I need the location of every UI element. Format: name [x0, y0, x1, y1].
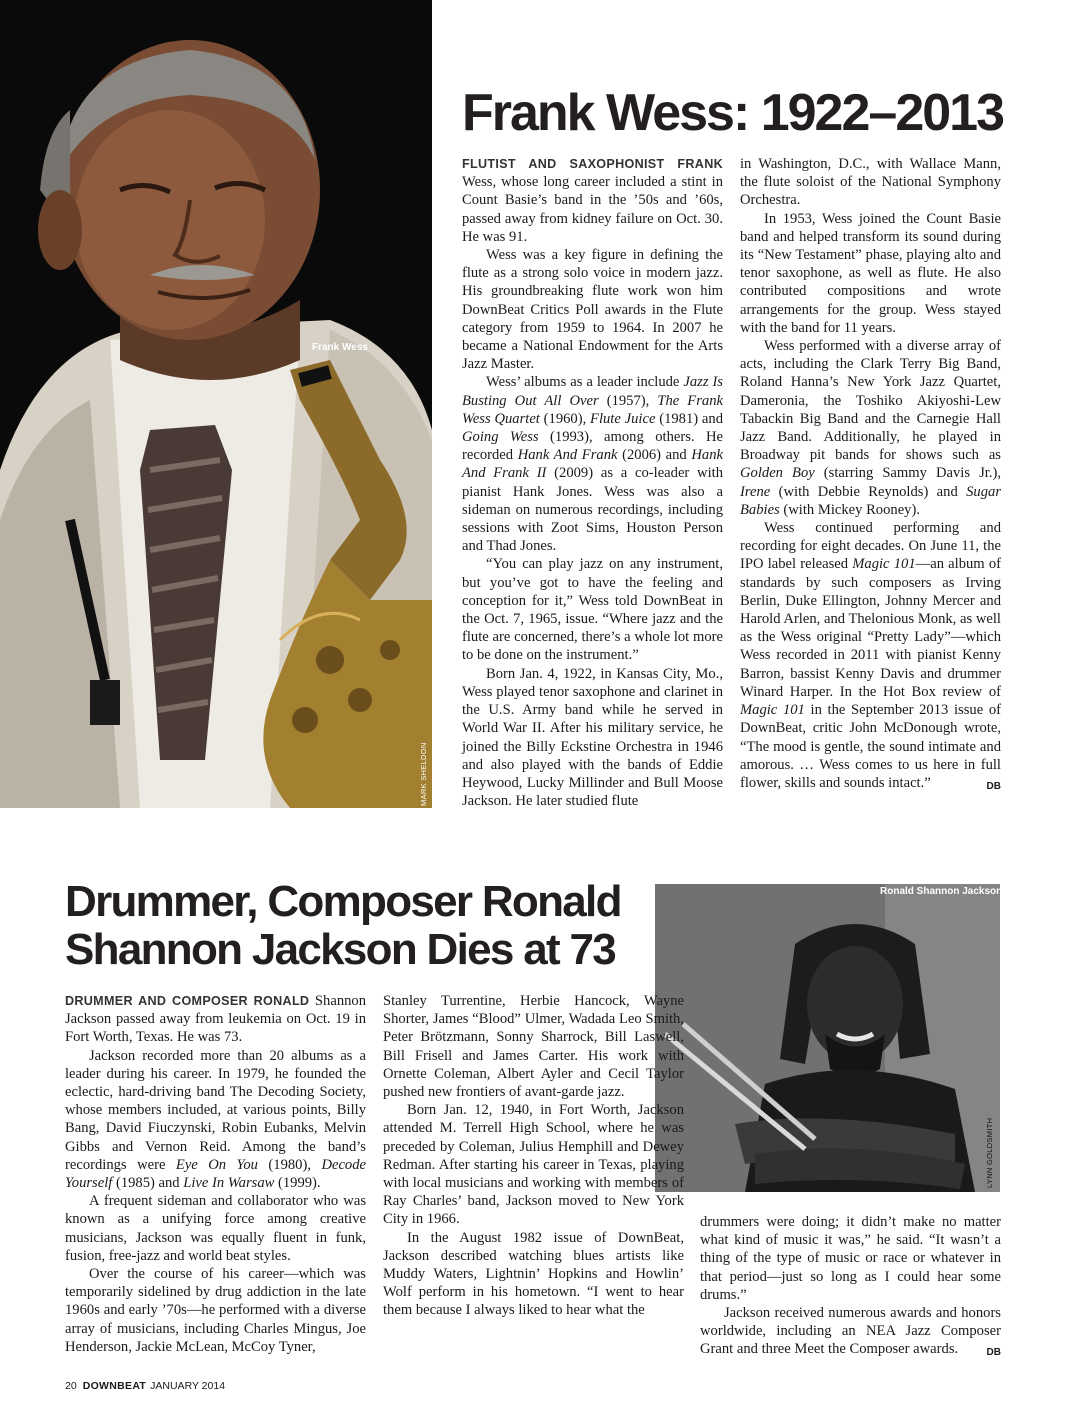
wess-para-1: Wess, whose long career included a stint in Count Basie’s band in the ’50s and ’60s, passed away from kidney failure on Oct. 30. He was 91. — [462, 174, 723, 245]
page-footer — [65, 1380, 225, 1392]
wess-headline: Frank Wess: 1922–2013 — [462, 84, 1003, 142]
jackson-para-9: Jackson received numerous awards and honors worldwide, including an NEA Jazz Composer Grant and three Meet the Composer awards. DB — [700, 1304, 1001, 1359]
wess-photo-credit: MARK SHELDON — [419, 742, 428, 806]
jackson-para-6: Born Jan. 12, 1940, in Fort Worth, Jackson attended M. Terrell High School, where he was preceded by Coleman, Julius Hemphill and Dewey Redman. After starting his career in Texas, playing with local musicians and working with members of Ray Charles’ band, Jackson moved to New York City in 1966. — [383, 1102, 684, 1228]
wess-para-3: Wess’ albums as a leader include Jazz Is Busting Out All Over (1957), The Frank Wess Quartet (1960), Flute Juice (1981) and Going Wess (1993), among others. He recorded Hank And Frank (2006) and Hank And Frank II (2009) as a co-leader with pianist Hank Jones. Wess was also a sideman on numerous recordings, including sessions with Zoot Sims, Houston Person and Thad Jones. — [462, 374, 724, 555]
wess-para-8: Wess performed with a diverse array of acts, including the Clark Terry Big Band, Roland Hanna’s New York Jazz Quartet, Dameronia, the Toshiko Akiyoshi-Lew Tabackin Big Band and the Carnegie Hall Jazz Band. Additionally, he played in Broadway pit bands for shows such as Golden Boy (starring Sammy Davis Jr.), Irene (with Debbie Reynolds) and Sugar Babies (with Mickey Rooney). — [740, 338, 1001, 518]
jackson-headline: Drummer, Composer Ronald Shannon Jackson Dies at 73 — [65, 877, 621, 974]
jackson-para-1: Shannon Jackson passed away from leukemia on Oct. 19 in Fort Worth, Texas. He was 73. — [65, 993, 366, 1046]
jackson-para-7: In the August 1982 issue of DownBeat, Jackson described watching blues artists like Muddy Waters, Lightnin’ Hopkins and Howlin’ Wolf perform in his hometown. “I went to hear them because I always liked to hear what the — [383, 1229, 684, 1319]
jackson-column-3 — [700, 1213, 1001, 1363]
wess-para-4: “You can play jazz on any instrument, but you’ve got to have the feeling and conception for it,” Wess told DownBeat in the Oct. 7, 1965, issue. “Where jazz and the flute are concerned, there’s a whole lot more to be done on the instrument.” — [462, 556, 723, 664]
jackson-photo-credit: LYNN GOLDSMITH — [985, 1117, 994, 1188]
jackson-photo-caption: Ronald Shannon Jackson — [880, 886, 1003, 897]
wess-para-9: Wess continued performing and recording for eight decades. On June 11, the IPO label released Magic 101—an album of standards by such composers as Irving Berlin, Duke Ellington, Johnny Mercer and Harold Arlen, and Thelonious Monk, as well as the Wess original “Pretty Lady”—which Wess recorded in 2011 with pianist Kenny Barron, bassist Kenny Davis and drummer Winard Harper. In the Hot Box review of Magic 101 in the September 2013 issue of DownBeat, critic John McDonough wrote, “The mood is gentle, the sound intimate and amorous. … Wess comes to us here in full flower, skills and sounds intact.” DB — [740, 519, 1001, 792]
jackson-para-5: Stanley Turrentine, Herbie Hancock, Wayne Shorter, James “Blood” Ulmer, Wadada Leo Smith, Peter Brötzmann, Sonny Sharrock, Bill Laswell, Bill Frisell and James Carter. His work with Ornette Coleman, Albert Ayler and Cecil Taylor pushed new frontiers of avant-garde jazz. — [383, 993, 684, 1101]
wess-para-5: Born Jan. 4, 1922, in Kansas City, Mo., Wess played tenor saxophone and clarinet in the U.S. Army band while he served in World War II. After his military service, he joined the Billy Eckstine Orchestra in 1946 and also played with the bands of Eddie Heywood, Lucky Millinder and Bull Moose Jackson. He later studied flute — [462, 665, 723, 810]
jackson-para-8: drummers were doing; it didn’t make no matter what kind of music it was,” he said. “It wasn’t a thing of the type of music or race or whatever in that period—just so long as I could hear some drums.” — [700, 1214, 1001, 1303]
wess-para-7: In 1953, Wess joined the Count Basie band and helped transform its sound during its “New Testament” phase, playing alto and tenor saxophone, as well as flute. He also contributed compositions and wrote arrangements for the group. Wess stayed with the band for 11 years. — [740, 210, 1001, 336]
ronald-shannon-jackson-photo — [655, 884, 1003, 1192]
wess-para-6: in Washington, D.C., with Wallace Mann, the flute soloist of the National Symphony Orchestra. — [740, 156, 1001, 209]
jackson-column-1 — [65, 992, 366, 1356]
jackson-para-4: Over the course of his career—which was temporarily sidelined by drug addiction in the late 1960s and early ’70s—he performed with a diverse array of musicians, including Charles Mingus, Joe Henderson, Jackie McLean, McCoy Tyner, — [65, 1266, 366, 1355]
jackson-para-2: Jackson recorded more than 20 albums as a leader during his career. In 1979, he founded the eclectic, hard-driving band The Decoding Society, whose members included, at various points, Billy Bang, David Fiuczynski, Robin Eubanks, Melvin Gibbs and Vernon Reid. Among the band’s recordings were Eye On You (1980), Decode Yourself (1985) and Live In Warsaw (1999). — [65, 1047, 367, 1192]
wess-para-2: Wess was a key figure in defining the flute as a strong solo voice in modern jazz. His groundbreaking flute work won him DownBeat Critics Poll awards in the Flute category from 1959 to 1964. In 2007 he became a National Endowment for the Arts Jazz Master. — [462, 247, 723, 373]
wess-end-mark: DB — [986, 780, 1001, 792]
jackson-end-mark: DB — [986, 1347, 1001, 1359]
wess-lead-in: FLUTIST AND SAXOPHONIST FRANK — [462, 157, 723, 171]
jackson-para-3: A frequent sideman and collaborator who was known as a unifying force among creative musicians, Jackson was equally fluent in funk, fusion, free-jazz and world beat styles. — [65, 1193, 366, 1264]
issue-date: JANUARY 2014 — [150, 1380, 226, 1392]
wess-column-2 — [740, 155, 1001, 796]
jackson-column-2 — [383, 992, 684, 1320]
frank-wess-photo — [0, 0, 432, 808]
wess-column-1 — [462, 155, 723, 810]
magazine-name: DOWNBEAT — [82, 1380, 147, 1392]
page-number: 20 — [65, 1380, 77, 1392]
jackson-lead-in: DRUMMER AND COMPOSER RONALD — [65, 994, 310, 1008]
wess-photo-caption: Frank Wess — [312, 342, 368, 353]
